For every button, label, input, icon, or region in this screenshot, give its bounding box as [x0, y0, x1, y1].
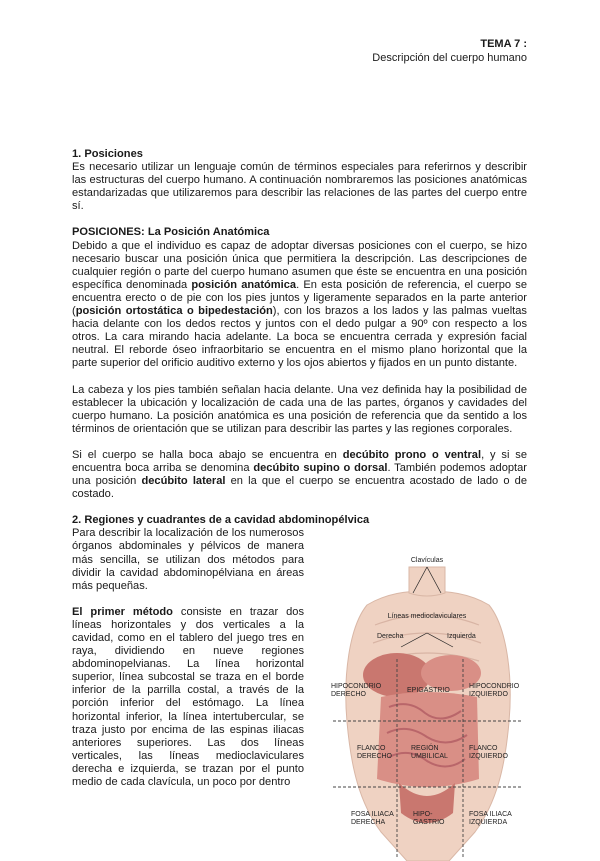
topic-subtitle: Descripción del cuerpo humano — [372, 52, 527, 64]
section-2-heading: POSICIONES: La Posición Anatómica — [72, 226, 270, 239]
abdominal-regions-figure — [329, 547, 525, 861]
regions-two-column — [72, 527, 527, 861]
region-epigastrium: EPIGASTRIO — [407, 687, 450, 695]
region-right-hypochondrium: HIPOCONDRIO DERECHO — [331, 683, 382, 699]
regions-intro-paragraph: Para describir la localización de los numerosos órganos abdominales y pélvicos de manera más sencilla, se utilizan dos métodos para dividir la cavidad abdominopélviana en áreas más pequeñas. — [72, 527, 304, 592]
label-right: Derecha — [377, 633, 404, 641]
section-3-heading: 2. Regiones y cuadrantes de a cavidad abdominopélvica — [72, 514, 370, 527]
first-method-paragraph: El primer método consiste en trazar dos líneas horizontales y dos verticales a la cavidad, como en el tablero del juego tres en raya, dividiendo en nueve regiones abdominopelvianas. La línea horizontal superior, línea subcostal se traza en el borde inferior de la parrilla costal, a través de la porción inferior del estómago. La línea horizontal inferior, la línea intertubercular, se traza justo por encima de las espinas iliacas anteriores superiores. Las dos líneas verticales, las líneas medioclaviculares derecha e izquierda, se trazan por el punto medio de cada clavícula, un poco por dentro — [72, 605, 304, 789]
label-clavicles: Clavículas — [410, 557, 444, 565]
label-left: Izquierda — [447, 633, 476, 641]
decubitus-paragraph: Si el cuerpo se halla boca abajo se encuentra en decúbito prono o ventral, y si se encuentra boca arriba se denomina decúbito supino o dorsal. También podemos adoptar una posición decúbito lateral en la que el cuerpo se encuentra acostado de lado o de costado. — [72, 448, 527, 501]
region-left-hypochondrium: HIPOCONDRIO IZQUIERDO — [469, 683, 520, 699]
region-hypogastrium: HIPO- GASTRIO — [413, 811, 445, 827]
anatomic-position-paragraph: Debido a que el individuo es capaz de adoptar diversas posiciones con el cuerpo, se hizo necesario buscar una posición única que permitiera la descripción. Las descripciones de cualquier región o parte del cuerpo humano asumen que éste se encuentra en una posición específica denominada posición anatómica. En esta posición de referencia, el cuerpo se encuentra erecto o de pie con los pies juntos y ligeramente separados en la parte anterior (posición ortostática o bipedestación), con los brazos a los lados y las palmas vueltas hacia delante con los dedos rectos y juntos con el dedo pulgar a 90º con respecto a los otros. La cara mirando hacia adelante. La boca se encuentra cerrada y expresión facial neutral. El reborde óseo infraorbitario se encuentra en el mismo plano horizontal que la parte superior del orificio auditivo externo y los ojos abiertos y fijados en un punto distante. — [72, 239, 527, 370]
page-header — [372, 37, 527, 65]
orientation-paragraph: La cabeza y los pies también señalan hacia delante. Una vez definida hay la posibilidad de establecer la ubicación y localización de cada una de las partes, órganos y cavidades del cuerpo humano. La posición anatómica es una posición de referencia que da sentido a los términos de orientación que se utilizan para describir las partes y las regiones corporales. — [72, 383, 527, 435]
region-left-iliac-fossa: FOSA ILIACA IZQUIERDA — [469, 811, 512, 827]
label-midclavicular-lines: Líneas medioclaviculares — [387, 613, 467, 621]
region-right-iliac-fossa: FOSA ILIACA DERECHA — [351, 811, 394, 827]
region-right-flank: FLANCO DERECHO — [357, 745, 393, 761]
regions-text-column — [72, 527, 304, 861]
region-umbilical: REGIÓN UMBILICAL — [411, 745, 448, 761]
topic-title: TEMA 7 : — [480, 38, 527, 50]
section-1-paragraph: Es necesario utilizar un lenguaje común de términos especiales para referirnos y describir las estructuras del cuerpo humano. A continuación nombraremos las posiciones anatómicas estandarizadas que utilizaremos para describir las relaciones de las partes del cuerpo entre sí. — [72, 161, 527, 213]
region-left-flank: FLANCO IZQUIERDO — [469, 745, 508, 761]
document-body — [72, 148, 527, 861]
section-1-heading: 1. Posiciones — [72, 148, 143, 160]
